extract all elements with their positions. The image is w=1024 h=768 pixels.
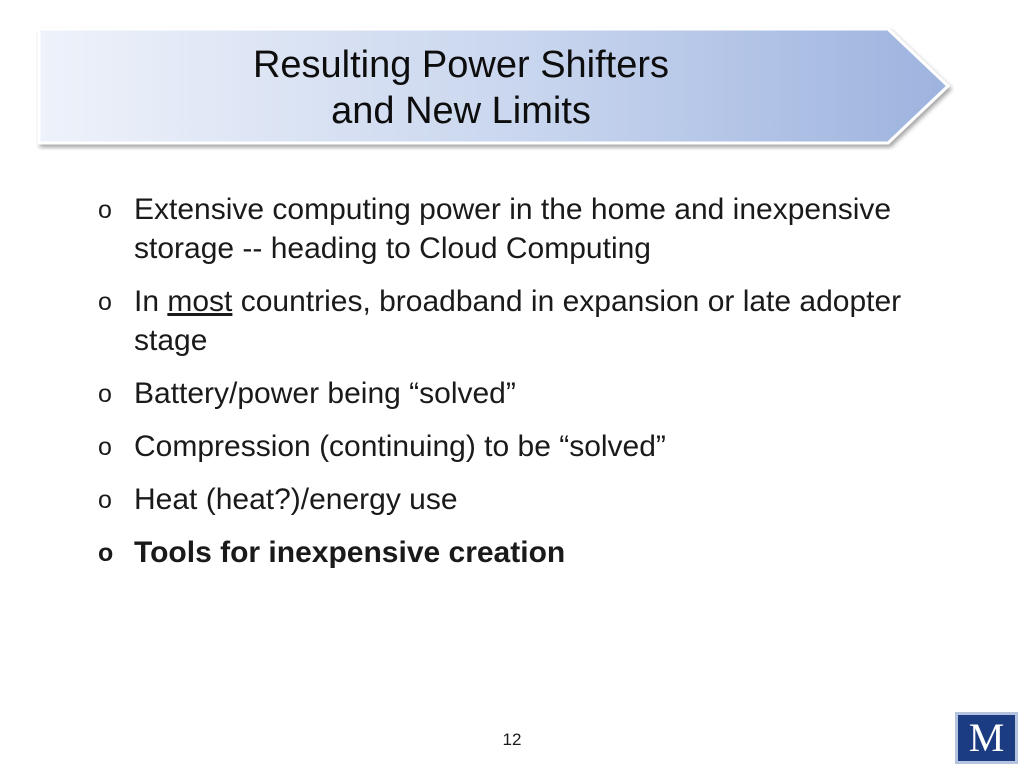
bullet-marker: o — [98, 288, 112, 316]
bullet-marker: o — [98, 486, 112, 514]
title-banner — [36, 26, 954, 150]
bullet-text-prefix: In — [134, 285, 168, 318]
bullet-item-battery — [98, 374, 958, 413]
slide-title-line-2: and New Limits — [331, 90, 591, 132]
bullet-text: Heat (heat?)/energy use — [134, 483, 458, 516]
page-number: 12 — [502, 730, 522, 749]
bullet-item-broadband — [98, 282, 958, 360]
bullet-marker: o — [98, 380, 112, 408]
bullet-item-heat — [98, 480, 958, 519]
bullet-text: Battery/power being “solved” — [134, 377, 516, 410]
bullet-text: Extensive computing power in the home and inexpensive storage -- heading to Cloud Computing — [134, 193, 892, 265]
bullet-list — [98, 190, 958, 586]
bullet-text: Tools for inexpensive creation — [134, 536, 566, 569]
logo-letter: M — [968, 715, 1005, 760]
bullet-item-computing-power — [98, 190, 958, 268]
bullet-text-suffix: countries, broadband in expansion or late adopter stage — [134, 285, 902, 357]
bullet-marker: o — [98, 539, 114, 567]
slide-title-line-1: Resulting Power Shifters — [252, 44, 670, 86]
bullet-marker: o — [98, 433, 112, 461]
bullet-text-emphasis: most — [167, 285, 233, 318]
bullet-marker: o — [98, 196, 112, 224]
bullet-text: Compression (continuing) to be “solved” — [134, 430, 666, 463]
logo — [955, 712, 1018, 764]
bullet-item-tools — [98, 533, 958, 572]
slide-title — [36, 42, 886, 134]
bullet-item-compression — [98, 427, 958, 466]
